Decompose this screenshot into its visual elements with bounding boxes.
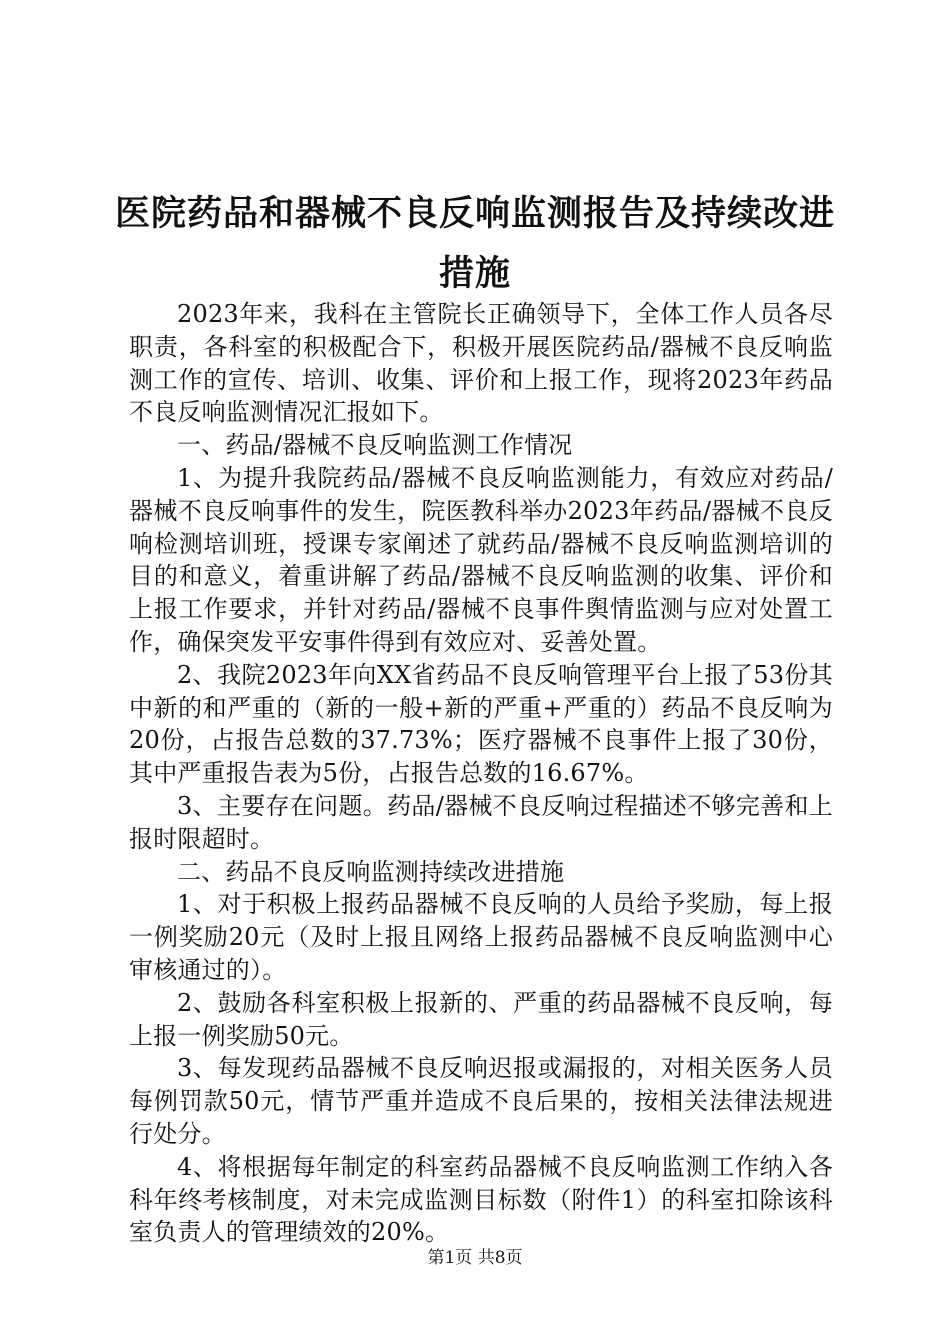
section2-item-1: 1、对于积极上报药品器械不良反响的人员给予奖励，每上报一例奖励20元（及时上报且网络上报药品器械不良反响监测中心审核通过的）。	[129, 890, 833, 984]
document-body	[129, 298, 833, 1249]
section-heading-1: 一、药品/器械不良反响监测工作情况	[177, 431, 573, 460]
intro-paragraph: 2023年来，我科在主管院长正确领导下，全体工作人员各尽职责，各科室的积极配合下，积极开展医院药品/器械不良反响监测工作的宣传、培训、收集、评价和上报工作，现将2023年药品不良反响监测情况汇报如下。	[129, 300, 833, 427]
section1-item-1: 1、为提升我院药品/器械不良反响监测能力，有效应对药品/器械不良反响事件的发生，院医教科举办2023年药品/器械不良反响检测培训班，授课专家阐述了就药品/器械不良反响监测培训的目的和意义，着重讲解了药品/器械不良反响监测的收集、评价和上报工作要求，并针对药品/器械不良事件舆情监测与应对处置工作，确保突发平安事件得到有效应对、妥善处置。	[129, 463, 833, 656]
section2-item-2: 2、鼓励各科室积极上报新的、严重的药品器械不良反响，每上报一例奖励50元。	[129, 988, 833, 1050]
section2-item-4: 4、将根据每年制定的科室药品器械不良反响监测工作纳入各科年终考核制度，对未完成监测目标数（附件1）的科室扣除该科室负责人的管理绩效的20%。	[129, 1152, 833, 1247]
section2-item-3: 3、每发现药品器械不良反响迟报或漏报的，对相关医务人员每例罚款50元，情节严重并造成不良后果的，按相关法律法规进行处分。	[129, 1054, 833, 1148]
document-title-line-1: 医院药品和器械不良反响监测报告及持续改进	[114, 194, 835, 234]
document-title-line-2: 措施	[438, 254, 511, 294]
section-heading-2: 二、药品不良反响监测持续改进措施	[177, 857, 565, 886]
section1-item-3: 3、主要存在问题。药品/器械不良反响过程描述不够完善和上报时限超时。	[129, 791, 833, 853]
page-number-footer: 第1页 共8页	[427, 1248, 523, 1268]
section1-item-2: 2、我院2023年向XX省药品不良反响管理平台上报了53份其中新的和严重的（新的一般+新的严重+严重的）药品不良反响为20份，占报告总数的37.73%；医疗器械不良事件上报了30份，其中严重报告表为5份，占报告总数的16.67%。	[129, 660, 833, 788]
